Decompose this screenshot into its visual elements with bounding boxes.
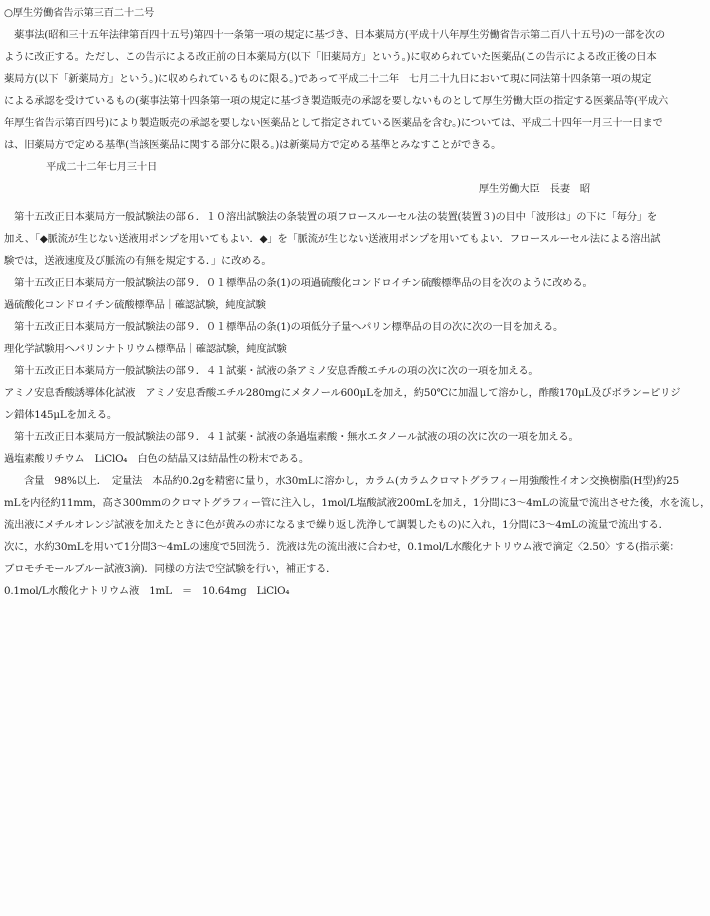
body-line: 0.1mol/L水酸化ナトリウム液 1mL ＝ 10.64mg LiClO₄ [4,585,290,597]
body-line: 験では，送液速度及び脈流の有無を規定する．」に改める。 [4,255,272,267]
body-line: 過硫酸化コンドロイチン硫酸標準品｜確認試験，純度試験 [4,299,266,311]
body-line: 含量 98%以上． 定量法 本品約0.2gを精密に量り，水30mLに溶かし，カラム(カラムクロマトグラフィー用強酸性イオン交換樹脂(H型)約25 [24,475,679,487]
signature: 厚生労働大臣 長妻 昭 [478,183,590,195]
preamble-line: ように改正する。ただし、この告示による改正前の日本薬局方(以下「旧薬局方」という。)に収められていた医薬品(この告示による改正後の日本 [4,51,657,63]
notice-date: 平成二十二年七月三十日 [46,161,158,173]
body-line: 第十五改正日本薬局方一般試験法の部６．１０溶出試験法の条装置の項フロースルーセル法の装置(装置３)の目中「波形は」の下に「毎分」を [14,211,658,223]
preamble-line: 薬局方(以下「新薬局方」という。)に収められているものに限る。)であって平成二十二年 七月二十九日において現に同法第十四条第一項の規定 [4,73,652,85]
body-line: 第十五改正日本薬局方一般試験法の部９．４１試薬・試液の条アミノ安息香酸エチルの項の次に次の一項を加える。 [14,365,539,377]
body-line: 第十五改正日本薬局方一般試験法の部９．０１標準品の条(1)の項過硫酸化コンドロイチン硫酸標準品の目を次のように改める。 [14,277,593,289]
notice-title: ○厚生労働省告示第三百二十二号 [4,7,155,19]
preamble-line: による承認を受けているもの(薬事法第十四条第一項の規定に基づき製造販売の承認を要しないものとして厚生労働大臣の指定する医薬品等(平成六 [4,95,668,107]
body-line: 過塩素酸リチウム LiClO₄ 白色の結晶又は結晶性の粉末である。 [4,453,309,465]
body-line: ブロモチモールブルー試液3滴)．同様の方法で空試験を行い，補正する． [4,563,337,575]
body-line: 第十五改正日本薬局方一般試験法の部９．０１標準品の条(1)の項低分子量ヘパリン標準品の目の次に次の一目を加える。 [14,321,564,333]
preamble-line: 薬事法(昭和三十五年法律第百四十五号)第四十一条第一項の規定に基づき、日本薬局方(平成十八年厚生労働省告示第二百八十五号)の一部を次の [14,29,665,41]
body-line: 加え、「◆脈流が生じない送液用ポンプを用いてもよい．◆」を「脈流が生じない送液用ポンプを用いてもよい．フロースルーセル法による溶出試 [4,233,661,245]
body-line: mLを内径約11mm，高さ300mmのクロマトグラフィー管に注入し，1mol/L塩酸試液200mLを加え，1分間に3〜4mLの流量で流出させた後，水を流し， [4,497,710,509]
body-line: 流出液にメチルオレンジ試液を加えたときに色が黄みの赤になるまで繰り返し洗浄して調製したもの)に入れ，1分間に3〜4mLの流量で流出する． [4,519,669,531]
body-line: 第十五改正日本薬局方一般試験法の部９．４１試薬・試液の条過塩素酸・無水エタノール試液の項の次に次の一項を加える。 [14,431,579,443]
body-line: 次に，水約30mLを用いて1分間3〜4mLの速度で5回洗う．洗液は先の流出液に合わせ，0.1mol/L水酸化ナトリウム液で滴定〈2.50〉する(指示薬： [4,541,680,553]
body-line: アミノ安息香酸誘導体化試液 アミノ安息香酸エチル280mgにメタノール600μLを加え，約50℃に加温して溶かし，酢酸170μL及びボラン−ピリジ [4,387,681,399]
preamble-line: は、旧薬局方で定める基準(当該医薬品に関する部分に限る。)は新薬局方で定める基準とみなすことができる。 [4,139,502,151]
body-line: ン錯体145μLを加える。 [4,409,117,421]
preamble-line: 年厚生省告示第百四号)により製造販売の承認を要しない医薬品として指定されている医薬品を含む。)については、平成二十四年一月三十一日まで [4,117,663,129]
body-line: 理化学試験用ヘパリンナトリウム標準品｜確認試験，純度試験 [4,343,287,355]
